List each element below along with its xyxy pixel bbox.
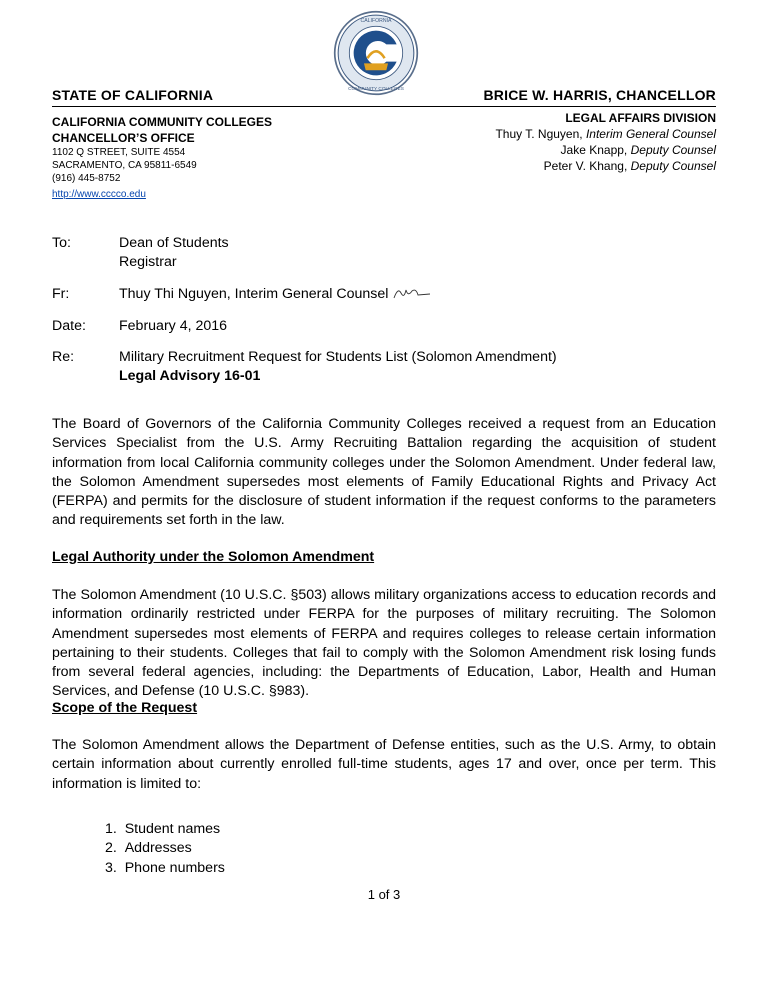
to-recipient-1: Dean of Students <box>119 235 229 251</box>
info-list <box>105 820 225 878</box>
office-block <box>52 114 272 203</box>
re-advisory-number: Legal Advisory 16-01 <box>119 368 261 384</box>
to-label: To: <box>52 235 71 251</box>
address-line1: 1102 Q STREET, SUITE 4554 <box>52 147 186 158</box>
scope-paragraph: The Solomon Amendment allows the Department of Defense entities, such as the U.S. Army, to obtain certain information about currently enrolled full-time students, ages 17 and over, once per term. This information is limited to: <box>52 737 716 792</box>
to-recipient-2: Registrar <box>119 254 177 270</box>
list-item: 1. Student names <box>105 821 221 837</box>
org-name-line2: CHANCELLOR’S OFFICE <box>52 131 195 145</box>
state-heading: STATE OF CALIFORNIA <box>52 87 214 103</box>
division-name: LEGAL AFFAIRS DIVISION <box>565 111 716 125</box>
section-heading-scope: Scope of the Request <box>52 700 198 716</box>
date-label: Date: <box>52 318 86 334</box>
re-label: Re: <box>52 349 75 365</box>
address-line2: SACRAMENTO, CA 95811-6549 <box>52 160 197 171</box>
college-seal-logo <box>333 10 419 96</box>
seal-lettering: CALIFORNIA <box>360 18 392 25</box>
date-value: February 4, 2016 <box>119 318 228 334</box>
legal-authority-paragraph: The Solomon Amendment (10 U.S.C. §503) allows military organizations access to education records and information ordinarily restricted under FERPA for the purposes of military recruiting. The Solomon Amendment supersedes most elements of FERPA and requires colleges to release certain information pertaining to their students. Colleges that fail to comply with the Solomon Amendment risk losing funds from several federal agencies, including: the Departments of Education, Labor, Health and Human Services, and Defense (10 U.S.C. §983). <box>52 587 716 700</box>
signature-mark <box>392 285 432 301</box>
staff-line: Thuy T. Nguyen, Interim General Counsel <box>495 127 716 141</box>
intro-paragraph: The Board of Governors of the California Community Colleges received a request from an Education Services Specialist from the U.S. Army Recruiting Battalion regarding the acquisition of student information from local California community colleges under the Solomon Amendment. Under federal law, the Solomon Amendment supersedes most elements of Family Educational Rights and Privacy Act (FERPA) and permits for the disclosure of student information if the request conforms to the parameters and requirements set forth in the law. <box>52 416 716 529</box>
from-value: Thuy Thi Nguyen, Interim General Counsel <box>119 285 432 304</box>
from-label: Fr: <box>52 286 70 302</box>
header-rule <box>52 106 716 107</box>
page-number: 1 of 3 <box>367 887 401 902</box>
staff-line: Jake Knapp, Deputy Counsel <box>560 143 716 157</box>
phone-number: (916) 445-8752 <box>52 173 121 184</box>
division-block <box>495 110 716 174</box>
org-name-line1: CALIFORNIA COMMUNITY COLLEGES <box>52 115 272 129</box>
section-heading-legal-authority: Legal Authority under the Solomon Amendment <box>52 549 375 565</box>
chancellor-heading: BRICE W. HARRIS, CHANCELLOR <box>483 87 716 103</box>
list-item: 2. Addresses <box>105 840 192 857</box>
staff-line: Peter V. Khang, Deputy Counsel <box>543 159 716 173</box>
re-subject: Military Recruitment Request for Students List (Solomon Amendment) <box>119 349 557 365</box>
website-link[interactable]: http://www.cccco.edu <box>52 189 146 200</box>
svg-text:COMMUNITY COLLEGES: COMMUNITY COLLEGES <box>348 86 404 92</box>
list-item: 3. Phone numbers <box>105 859 225 876</box>
